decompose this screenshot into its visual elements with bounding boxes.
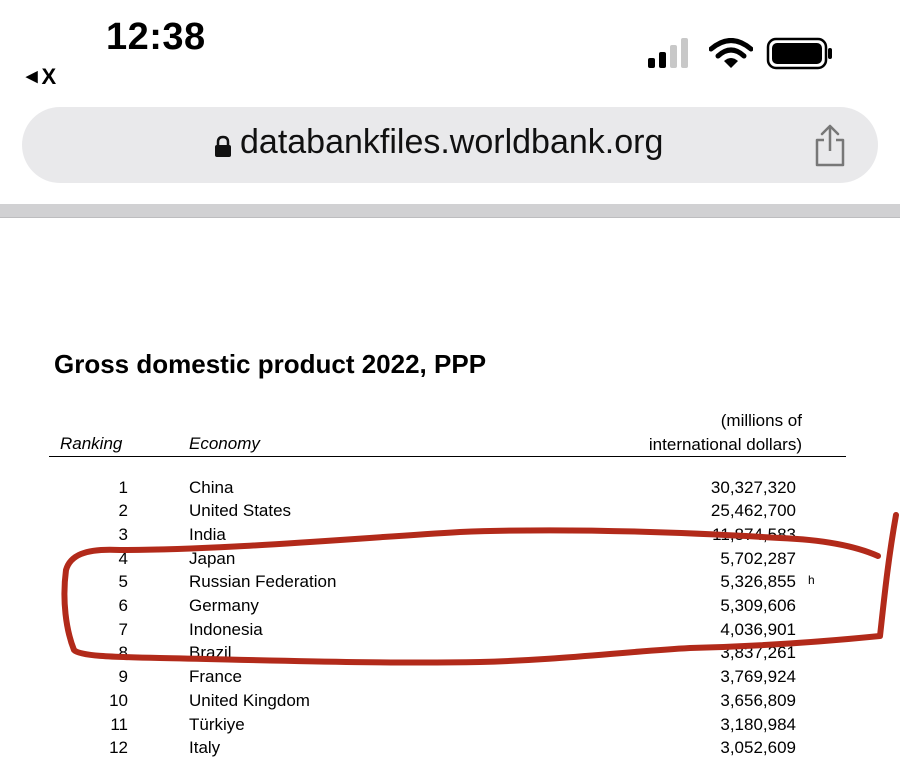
- row-value: 3,837,261: [720, 643, 796, 662]
- row-value: 11,874,583: [712, 525, 796, 544]
- row-value: 4,036,901: [720, 620, 796, 639]
- row-rank: 6: [118, 596, 128, 615]
- row-economy: Germany: [189, 596, 259, 615]
- column-header-economy: Economy: [189, 434, 260, 453]
- table-row: [0, 549, 900, 573]
- row-economy: Brazil: [189, 643, 232, 662]
- back-to-app-button[interactable]: [26, 64, 56, 90]
- row-value: 5,309,606: [720, 596, 796, 615]
- row-economy: United Kingdom: [189, 691, 310, 710]
- page-title: Gross domestic product 2022, PPP: [54, 349, 487, 379]
- row-rank: 1: [118, 478, 128, 497]
- column-header-value: [649, 409, 802, 457]
- row-economy: Russian Federation: [189, 572, 337, 591]
- row-rank: 3: [118, 525, 128, 544]
- table-row: [0, 596, 900, 620]
- column-header-ranking: Ranking: [60, 434, 123, 453]
- row-value: 25,462,700: [710, 501, 796, 520]
- row-value: 5,326,855: [720, 572, 796, 591]
- row-rank: 9: [118, 667, 128, 686]
- table-row: [0, 643, 900, 667]
- table-row: [0, 525, 900, 549]
- row-economy: China: [189, 478, 234, 497]
- table-row: [0, 478, 900, 502]
- wifi-icon: [709, 38, 753, 70]
- row-rank: 7: [118, 620, 128, 639]
- row-value: 5,702,287: [720, 549, 796, 568]
- url-text[interactable]: databankfiles.worldbank.org: [240, 123, 664, 161]
- row-footnote-marker: h: [808, 573, 815, 587]
- lock-icon: [214, 135, 232, 157]
- back-app-label: X: [41, 64, 57, 89]
- table-row: [0, 501, 900, 525]
- row-rank: 4: [118, 549, 128, 568]
- row-economy: United States: [189, 501, 292, 520]
- column-header-value-line1: (millions of: [720, 411, 802, 430]
- row-rank: 10: [109, 691, 128, 710]
- row-economy: India: [189, 525, 226, 544]
- row-economy: Türkiye: [189, 715, 245, 734]
- row-rank: 2: [118, 501, 128, 520]
- status-time: 12:38: [106, 16, 206, 58]
- battery-icon: [766, 37, 834, 71]
- toolbar-divider: [0, 204, 900, 218]
- row-economy: France: [189, 667, 242, 686]
- column-header-value-line2: international dollars): [648, 435, 802, 454]
- row-rank: 8: [118, 643, 128, 662]
- row-value: 30,327,320: [710, 478, 796, 497]
- status-bar: [0, 0, 900, 100]
- row-economy: Indonesia: [189, 620, 263, 639]
- table-row: [0, 620, 900, 644]
- header-rule: [49, 456, 846, 457]
- row-rank: 5: [118, 572, 128, 591]
- row-economy: Japan: [189, 549, 236, 568]
- row-rank: 11: [110, 715, 128, 734]
- row-rank: 12: [109, 738, 128, 757]
- back-triangle-icon: ◀: [26, 68, 38, 85]
- row-value: 3,052,609: [720, 738, 796, 757]
- row-economy: Italy: [189, 738, 221, 757]
- cellular-signal-icon: [648, 38, 692, 68]
- row-value: 3,769,924: [720, 667, 796, 686]
- row-value: 3,180,984: [720, 715, 796, 734]
- table-row: [0, 667, 900, 691]
- table-row: [0, 691, 900, 715]
- table-row: [0, 715, 900, 739]
- row-value: 3,656,809: [720, 691, 796, 710]
- table-row: [0, 738, 900, 762]
- table-row: [0, 572, 900, 596]
- share-icon[interactable]: [812, 124, 848, 168]
